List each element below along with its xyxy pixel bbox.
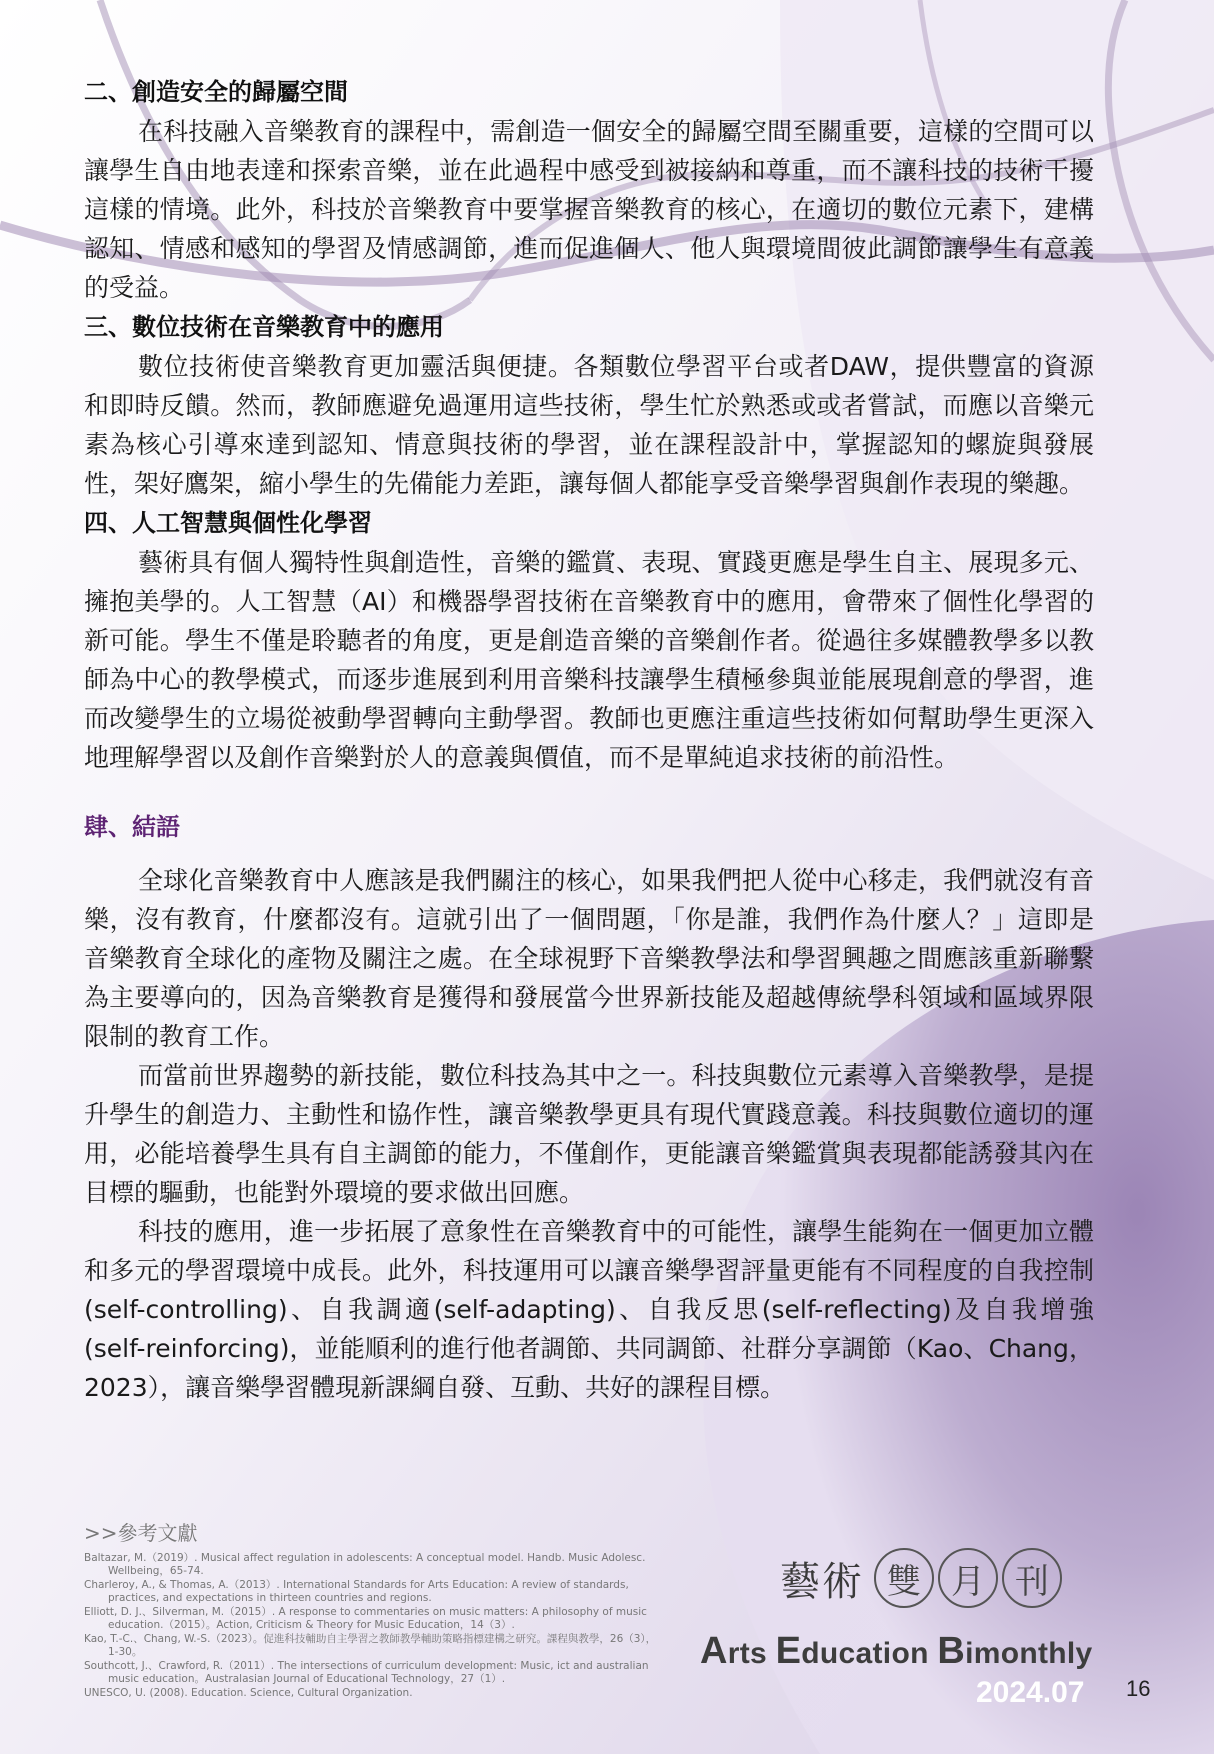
logo-circle-char: 月 xyxy=(938,1548,998,1608)
paragraph: 而當前世界趨勢的新技能，數位科技為其中之一。科技與數位元素導入音樂教學，是提升學生的創造力、主動性和協作性，讓音樂教學更具有現代實踐意義。科技與數位適切的運用，必能培養學生具有自主調節的能力，不僅創作，更能讓音樂鑑賞與表現都能誘發其內在目標的驅動，也能對外環境的要求做出回應。 xyxy=(84,1061,1094,1207)
logo-art-text: 藝術 xyxy=(780,1558,864,1605)
logo-english xyxy=(700,1630,1092,1673)
reference-item: UNESCO, U. (2008). Education. Science, Cultural Organization. xyxy=(84,1687,413,1699)
section-title: 三、數位技術在音樂教育中的應用 xyxy=(84,313,444,341)
paragraph: 科技的應用，進一步拓展了意象性在音樂教育中的可能性，讓學生能夠在一個更加立體和多元的學習環境中成長。此外，科技運用可以讓音樂學習評量更能有不同程度的自我控制(self-controlling)、自我調適(self-adapting)、自我反思(self-reflecting)及自我增強(self-reinforcing)，並能順利的進行他者調節、共同調節、社群分享調節（Kao、Chang，2023），讓音樂學習體現新課綱自發、互動、共好的課程目標。 xyxy=(84,1217,1094,1402)
logo-cap: B xyxy=(937,1630,966,1672)
page-number: 16 xyxy=(1126,1676,1151,1701)
logo-word: ducation xyxy=(801,1637,938,1670)
references-heading: >>參考文獻 xyxy=(84,1521,198,1545)
logo-cap: E xyxy=(775,1630,802,1672)
reference-item: Southcott, J.、Crawford, R.（2011）. The intersections of curriculum development: Music, ict and australian music education。Australasian Journal of Educational Technology，27（1）. xyxy=(84,1660,649,1685)
article-body xyxy=(84,72,1094,1407)
logo-circle-char: 刊 xyxy=(1002,1548,1062,1608)
reference-item: Kao, T.-C.、Chang, W.-S.（2023）。促進科技輔助自主學習之教師教學輔助策略指標建構之研究。課程與教學，26（3），1-30。 xyxy=(84,1633,657,1658)
section-title: 二、創造安全的歸屬空間 xyxy=(84,78,348,106)
paragraph: 藝術具有個人獨特性與創造性，音樂的鑑賞、表現、實踐更應是學生自主、展現多元、擁抱美學的。人工智慧（AI）和機器學習技術在音樂教育中的應用，會帶來了個性化學習的新可能。學生不僅是聆聽者的角度，更是創造音樂的音樂創作者。從過往多媒體教學多以教師為中心的教學模式，而逐步進展到利用音樂科技讓學生積極參與並能展現創意的學習，進而改變學生的立場從被動學習轉向主動學習。教師也更應注重這些技術如何幫助學生更深入地理解學習以及創作音樂對於人的意義與價值，而不是單純追求技術的前沿性。 xyxy=(84,548,1094,772)
reference-item: Elliott, D. J.、Silverman, M.（2015）. A response to commentaries on music matters: A philosophy of music education.（2015）。Action, Criticism & Theory for Music Education，14（3）. xyxy=(84,1606,647,1631)
logo-circle-char: 雙 xyxy=(874,1548,934,1608)
paragraph: 在科技融入音樂教育的課程中，需創造一個安全的歸屬空間至關重要，這樣的空間可以讓學生自由地表達和探索音樂，並在此過程中感受到被接納和尊重，而不讓科技的技術干擾這樣的情境。此外，科技於音樂教育中要掌握音樂教育的核心，在適切的數位元素下，建構認知、情感和感知的學習及情感調節，進而促進個人、他人與環境間彼此調節讓學生有意義的受益。 xyxy=(84,117,1094,302)
issue-date: 2024.07 xyxy=(976,1676,1085,1709)
magazine-logo xyxy=(700,1548,1093,1723)
paragraph: 數位技術使音樂教育更加靈活與便捷。各類數位學習平台或者DAW，提供豐富的資源和即時反饋。然而，教師應避免過運用這些技術，學生忙於熟悉或或者嘗試，而應以音樂元素為核心引導來達到認知、情意與技術的學習，並在課程設計中，掌握認知的螺旋與發展性，架好鷹架，縮小學生的先備能力差距，讓每個人都能享受音樂學習與創作表現的樂趣。 xyxy=(84,352,1094,498)
paragraph: 全球化音樂教育中人應該是我們關注的核心，如果我們把人從中心移走，我們就沒有音樂，沒有教育，什麼都沒有。這就引出了一個問題，「你是誰，我們作為什麼人？」這即是音樂教育全球化的產物及關注之處。在全球視野下音樂教學法和學習興趣之間應該重新聯繫為主要導向的，因為音樂教育是獲得和發展當今世界新技能及超越傳統學科領域和區域界限限制的教育工作。 xyxy=(84,866,1094,1051)
logo-chinese xyxy=(780,1548,1062,1608)
references xyxy=(84,1517,664,1701)
logo-word: imonthly xyxy=(965,1637,1093,1670)
conclusion-title: 肆、結語 xyxy=(84,813,180,841)
reference-item: Baltazar, M.（2019）. Musical affect regulation in adolescents: A conceptual model. Handb. Music Adolesc. Wellbeing，65-74. xyxy=(84,1552,646,1577)
reference-item: Charleroy, A., & Thomas, A.（2013）. International Standards for Arts Education: A review of standards, practices, and expectations in thirteen countries and regions. xyxy=(84,1579,629,1604)
section-title: 四、人工智慧與個性化學習 xyxy=(84,509,372,537)
logo-word: rts xyxy=(727,1637,776,1670)
logo-cap: A xyxy=(700,1630,728,1672)
